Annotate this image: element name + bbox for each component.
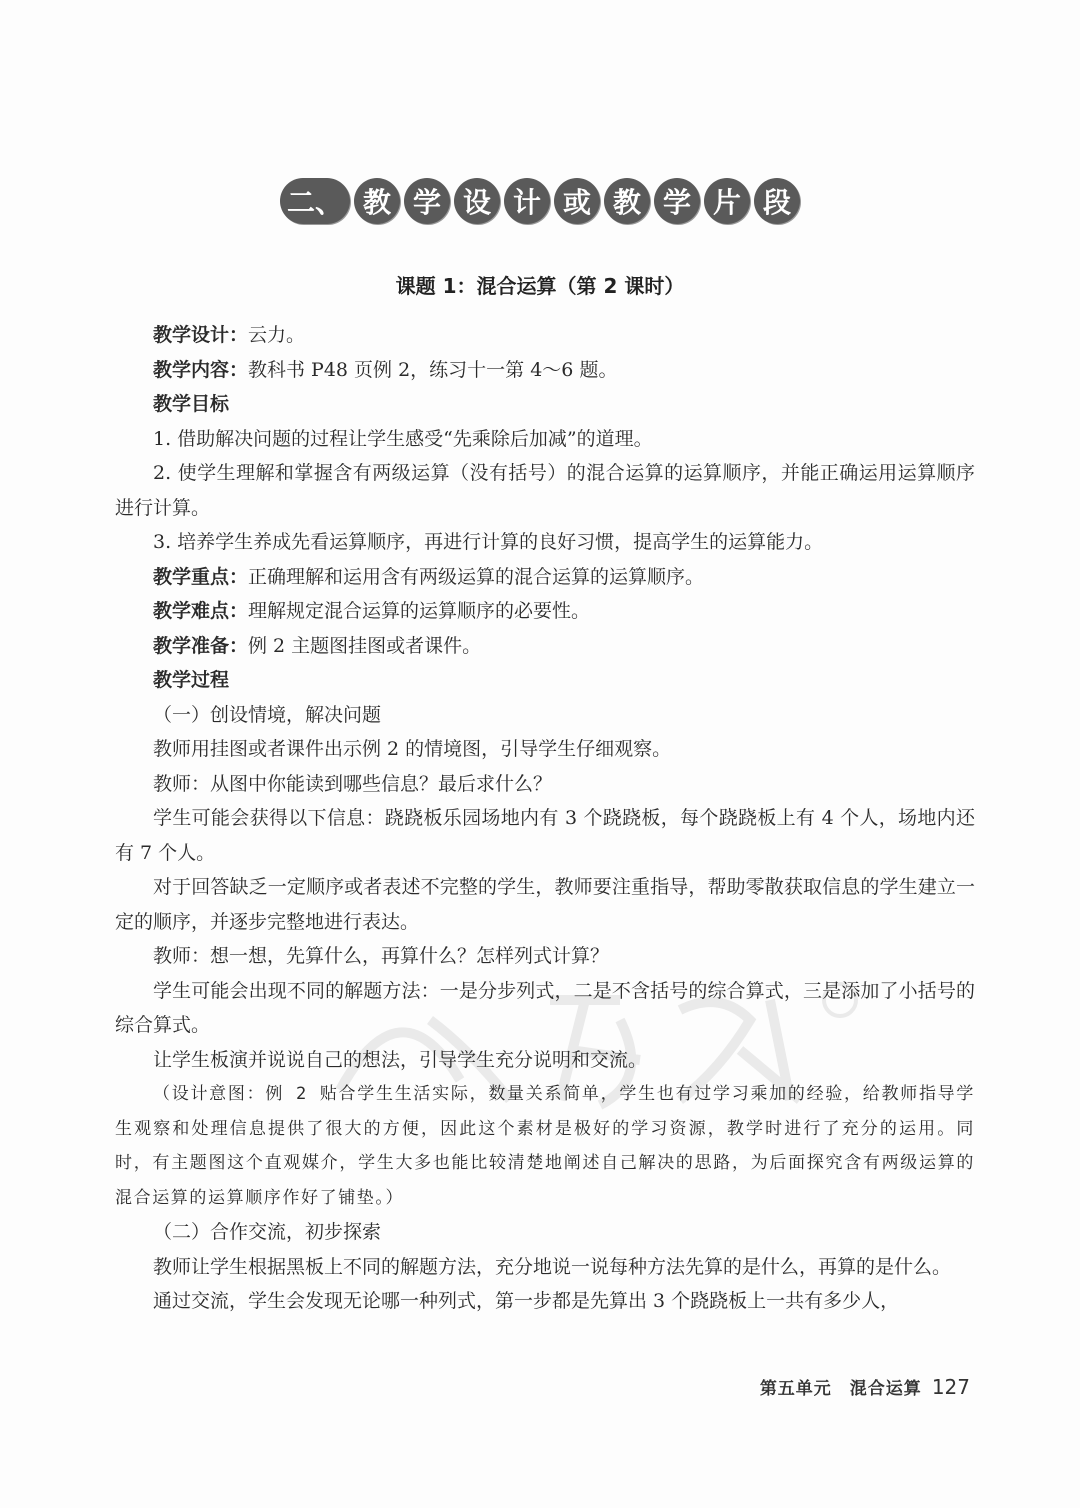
paragraph: 通过交流，学生会发现无论哪一种列式，第一步都是先算出 3 个跷跷板上一共有多少人，: [153, 1290, 900, 1312]
part1-heading: （一）创设情境，解决问题: [153, 703, 382, 726]
page-number: 127: [931, 1375, 970, 1399]
heading-char: 段: [754, 178, 800, 224]
part2-heading: （二）合作交流，初步探索: [153, 1221, 382, 1243]
difficulty-label: 教学难点：: [153, 600, 249, 622]
goal-item: 2. 使学生理解和掌握含有两级运算（没有括号）的混合运算的运算顺序，并能正确运用运算顺序进行计算。: [115, 462, 975, 519]
paragraph: 教师：想一想，先算什么，再算什么？怎样列式计算？: [153, 945, 610, 967]
content-value: 教科书 P48 页例 2，练习十一第 4～6 题。: [248, 358, 618, 381]
design-value: 云力。: [248, 324, 306, 346]
paragraph: 教师用挂图或者课件出示例 2 的情境图，引导学生仔细观察。: [153, 738, 672, 760]
heading-char: 计: [504, 178, 550, 224]
design-line: [115, 318, 975, 353]
section-heading: [0, 178, 1080, 224]
footer-unit-title: 第五单元 混合运算: [759, 1379, 922, 1399]
key-point-line: [115, 560, 975, 595]
key-point-value: 正确理解和运用含有两级运算的混合运算的运算顺序。: [248, 565, 705, 588]
goal-item: 1. 借助解决问题的过程让学生感受“先乘除后加减”的道理。: [153, 427, 653, 450]
difficulty-value: 理解规定混合运算的运算顺序的必要性。: [248, 600, 591, 622]
heading-char: 学: [404, 178, 450, 224]
heading-char: 或: [554, 178, 600, 224]
goal-item: 3. 培养学生养成先看运算顺序，再进行计算的良好习惯，提高学生的运算能力。: [153, 531, 824, 553]
preparation-label: 教学准备：: [153, 634, 249, 657]
preparation-line: [115, 629, 975, 664]
lesson-title: 课题 1：混合运算（第 2 课时）: [395, 274, 685, 298]
design-note: （设计意图：例 2 贴合学生生活实际，数量关系简单，学生也有过学习乘加的经验，给教师指导学生观察和处理信息提供了很大的方便，因此这个素材是极好的学习资源，教学时进行了充分的运用。同时，有主题图这个直观媒介，学生大多也能比较清楚地阐述自己解决的思路，为后面探究含有两级运算的混合运算的运算顺序作好了铺垫。）: [115, 1084, 975, 1208]
paragraph: 学生可能会获得以下信息：跷跷板乐园场地内有 3 个跷跷板，每个跷跷板上有 4 个人，场地内还有 7 个人。: [115, 807, 975, 864]
paragraph: 教师：从图中你能读到哪些信息？最后求什么？: [153, 772, 553, 795]
heading-char: 教: [604, 178, 650, 224]
heading-char: 二、: [280, 178, 350, 224]
lesson-content: [115, 318, 975, 1319]
process-heading: 教学过程: [153, 669, 230, 691]
heading-char: 学: [654, 178, 700, 224]
preparation-value: 例 2 主题图挂图或者课件。: [248, 634, 482, 657]
content-line: [115, 353, 975, 388]
paragraph: 学生可能会出现不同的解题方法：一是分步列式，二是不含括号的综合算式，三是添加了小括号的综合算式。: [115, 979, 975, 1036]
content-label: 教学内容：: [153, 358, 249, 381]
paragraph: 教师让学生根据黑板上不同的解题方法，充分地说一说每种方法先算的是什么，再算的是什么。: [153, 1255, 952, 1278]
key-point-label: 教学重点：: [153, 565, 249, 588]
paragraph: 对于回答缺乏一定顺序或者表述不完整的学生，教师要注重指导，帮助零散获取信息的学生建立一定的顺序，并逐步完整地进行表达。: [115, 876, 975, 933]
heading-char: 设: [454, 178, 500, 224]
design-label: 教学设计：: [153, 324, 249, 346]
difficulty-line: [115, 594, 975, 629]
page-footer: [760, 1374, 970, 1399]
goals-heading: 教学目标: [153, 393, 230, 415]
paragraph: 让学生板演并说说自己的想法，引导学生充分说明和交流。: [153, 1048, 648, 1071]
heading-char: 片: [704, 178, 750, 224]
heading-char: 教: [354, 178, 400, 224]
